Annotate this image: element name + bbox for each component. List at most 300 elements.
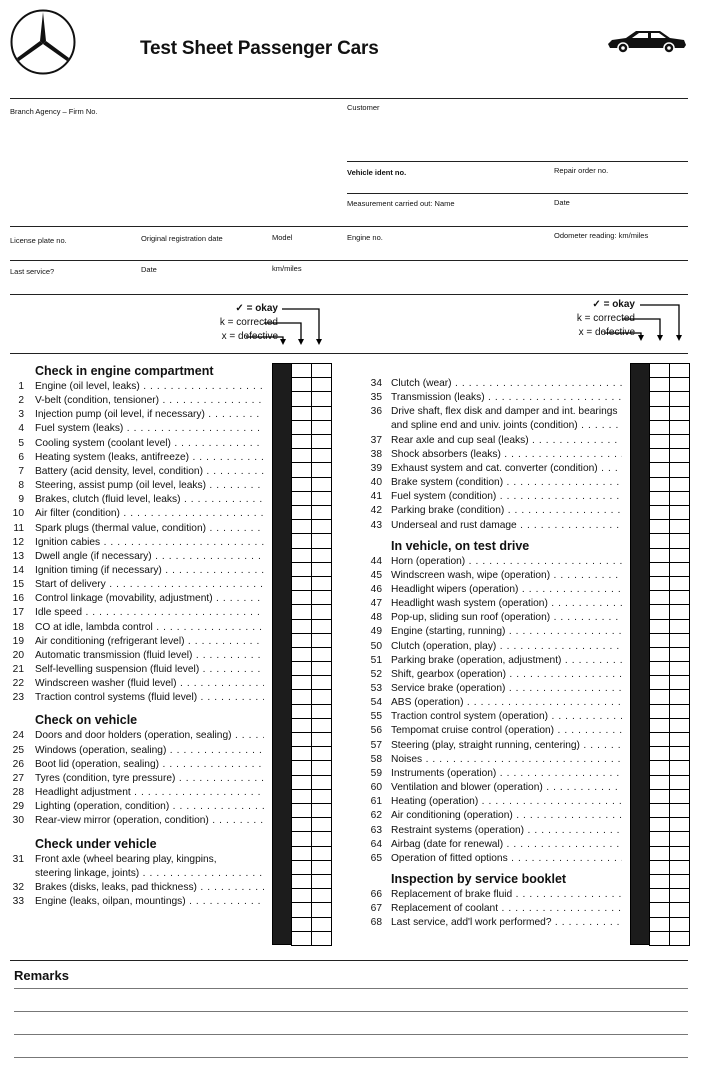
check-cell[interactable]	[669, 902, 690, 917]
item-label: Dwell angle (if necessary) . . .	[35, 550, 264, 564]
check-cell[interactable]	[649, 519, 670, 534]
check-cell[interactable]	[311, 406, 332, 421]
item-label: Rear-view mirror (operation, condition) . . .	[35, 814, 264, 828]
item-number: 8	[18, 480, 24, 492]
check-cell[interactable]	[291, 434, 312, 449]
check-cell[interactable]	[669, 860, 690, 875]
checklist-item	[4, 578, 268, 592]
check-cell[interactable]	[311, 817, 332, 832]
checklist-item	[362, 753, 626, 767]
check-cell[interactable]	[649, 363, 670, 378]
checklist-item	[4, 853, 268, 867]
item-label: Transmission (leaks) . . .	[391, 391, 622, 405]
check-cell[interactable]	[311, 562, 332, 577]
check-cell[interactable]	[649, 562, 670, 577]
check-cell[interactable]	[669, 519, 690, 534]
checklist-item	[362, 569, 626, 583]
item-number: 12	[12, 536, 24, 548]
check-cell[interactable]	[649, 391, 670, 406]
check-cell[interactable]	[291, 831, 312, 846]
item-number: 54	[370, 697, 382, 709]
check-cell[interactable]	[291, 590, 312, 605]
checklist-item	[362, 555, 626, 569]
check-cell[interactable]	[649, 846, 670, 861]
check-cell[interactable]	[311, 491, 332, 506]
check-cell[interactable]	[311, 704, 332, 719]
check-cell[interactable]	[291, 491, 312, 506]
check-cell[interactable]	[649, 789, 670, 804]
divider	[347, 161, 688, 162]
item-label: Drive shaft, flex disk and damper and int. bearings	[391, 406, 618, 418]
item-label: Brakes, clutch (fluid level, leaks) . . .	[35, 493, 264, 507]
check-cell[interactable]	[311, 604, 332, 619]
check-cell[interactable]	[311, 647, 332, 662]
check-cell[interactable]	[669, 363, 690, 378]
divider	[10, 260, 688, 261]
check-cell[interactable]	[669, 888, 690, 903]
checklist-item	[362, 809, 626, 823]
checklist-item	[4, 451, 268, 465]
check-cell[interactable]	[311, 448, 332, 463]
check-cell[interactable]	[669, 633, 690, 648]
check-cell[interactable]	[291, 704, 312, 719]
check-cell[interactable]	[291, 846, 312, 861]
check-cell[interactable]	[311, 888, 332, 903]
orig-reg-label: Original registration date	[141, 234, 223, 243]
item-number: 5	[18, 437, 24, 449]
remarks-title: Remarks	[14, 968, 69, 983]
item-label: Clutch (wear) . . .	[391, 377, 622, 391]
check-cell[interactable]	[669, 391, 690, 406]
check-cell[interactable]	[649, 661, 670, 676]
checklist-item	[362, 405, 626, 419]
check-cell[interactable]	[311, 718, 332, 733]
check-cell[interactable]	[649, 533, 670, 548]
check-cell[interactable]	[669, 491, 690, 506]
item-number: 40	[370, 477, 382, 489]
checklist-item	[4, 635, 268, 649]
check-cell[interactable]	[649, 477, 670, 492]
check-cell[interactable]	[669, 789, 690, 804]
item-label: Steering, assist pump (oil level, leaks) . . .	[35, 479, 264, 493]
check-cell[interactable]	[649, 931, 670, 946]
item-label: Headlight adjustment . . .	[35, 786, 264, 800]
check-cell[interactable]	[649, 406, 670, 421]
check-cell[interactable]	[311, 746, 332, 761]
check-cell[interactable]	[649, 874, 670, 889]
item-number: 38	[370, 448, 382, 460]
item-label: Tyres (condition, tyre pressure) . . .	[35, 772, 264, 786]
item-label: and spline end and univ. joints (condition) . . .	[391, 419, 622, 433]
check-cell[interactable]	[649, 604, 670, 619]
checklist-item	[4, 772, 268, 786]
check-cell[interactable]	[669, 604, 690, 619]
check-cell[interactable]	[649, 775, 670, 790]
item-label: Front axle (wheel bearing play, kingpins,	[35, 853, 217, 865]
checklist-item	[4, 408, 268, 422]
model-label: Model	[272, 233, 293, 242]
check-cell[interactable]	[669, 477, 690, 492]
check-cell[interactable]	[311, 661, 332, 676]
check-cell[interactable]	[291, 363, 312, 378]
check-cell[interactable]	[669, 420, 690, 435]
item-number: 27	[12, 772, 24, 784]
odometer-label: Odometer reading: km/miles	[554, 231, 649, 240]
item-number: 2	[18, 395, 24, 407]
item-label: Exhaust system and cat. converter (condition) . . .	[391, 462, 622, 476]
check-cell[interactable]	[649, 803, 670, 818]
check-cell[interactable]	[291, 604, 312, 619]
item-label: Pop-up, sliding sun roof (operation) . . .	[391, 611, 622, 625]
check-cell[interactable]	[649, 831, 670, 846]
checklist-item	[4, 437, 268, 451]
car-icon	[606, 28, 688, 54]
item-label: Heating (operation) . . .	[391, 795, 622, 809]
check-cell[interactable]	[669, 505, 690, 520]
check-cell[interactable]	[669, 590, 690, 605]
checklist-item	[362, 654, 626, 668]
check-cell[interactable]	[291, 789, 312, 804]
check-cell[interactable]	[649, 860, 670, 875]
check-cell[interactable]	[649, 576, 670, 591]
vin-label: Vehicle ident no.	[347, 168, 407, 177]
section-title: Check in engine compartment	[35, 364, 214, 378]
check-cell[interactable]	[669, 874, 690, 889]
check-cell[interactable]	[291, 377, 312, 392]
license-label: License plate no.	[10, 236, 67, 245]
checklist-item	[4, 592, 268, 606]
checklist-item	[362, 682, 626, 696]
checklist-item	[362, 583, 626, 597]
check-cell[interactable]	[649, 377, 670, 392]
check-cell[interactable]	[669, 689, 690, 704]
item-label: Airbag (date for renewal) . . .	[391, 838, 622, 852]
check-cell[interactable]	[669, 732, 690, 747]
check-cell[interactable]	[291, 661, 312, 676]
check-cell[interactable]	[291, 874, 312, 889]
check-cell[interactable]	[669, 917, 690, 932]
check-cell[interactable]	[311, 874, 332, 889]
check-cell[interactable]	[649, 675, 670, 690]
check-cell[interactable]	[291, 391, 312, 406]
item-label: Injection pump (oil level, if necessary) . . .	[35, 408, 264, 422]
check-cell[interactable]	[649, 619, 670, 634]
divider	[10, 226, 688, 227]
checklist-item	[4, 564, 268, 578]
item-number: 66	[370, 888, 382, 900]
item-label: steering linkage, joints) . . .	[35, 867, 264, 881]
checklist-item	[362, 852, 626, 866]
check-cell[interactable]	[669, 760, 690, 775]
check-cell[interactable]	[649, 548, 670, 563]
checklist-item	[4, 380, 268, 394]
item-label: Air filter (condition) . . .	[35, 507, 264, 521]
legend-defective: x = defective	[578, 327, 635, 338]
check-cell[interactable]	[669, 661, 690, 676]
check-cell[interactable]	[291, 860, 312, 875]
checklist-item	[362, 696, 626, 710]
remarks-line[interactable]	[14, 1057, 688, 1058]
item-label: Engine (leaks, oilpan, mountings) . . .	[35, 895, 264, 909]
check-cell[interactable]	[649, 718, 670, 733]
check-cell[interactable]	[291, 562, 312, 577]
item-label: Underseal and rust damage . . .	[391, 519, 622, 533]
checklist-item	[4, 479, 268, 493]
date-label-2: Date	[141, 265, 157, 274]
check-cell[interactable]	[669, 675, 690, 690]
check-cell[interactable]	[669, 846, 690, 861]
check-cell[interactable]	[311, 462, 332, 477]
last-service-label: Last service?	[10, 267, 55, 276]
item-number: 14	[12, 564, 24, 576]
checklist-item	[4, 800, 268, 814]
check-cell[interactable]	[649, 462, 670, 477]
legend-arrows-right	[598, 298, 688, 344]
check-cell[interactable]	[291, 576, 312, 591]
item-label: Fuel system (condition) . . .	[391, 490, 622, 504]
check-cell[interactable]	[649, 491, 670, 506]
check-cell[interactable]	[291, 647, 312, 662]
check-cell[interactable]	[291, 746, 312, 761]
item-number: 35	[370, 392, 382, 404]
check-cell[interactable]	[649, 434, 670, 449]
item-number: 31	[12, 853, 24, 865]
check-cell[interactable]	[649, 817, 670, 832]
item-number: 20	[12, 649, 24, 661]
check-cell[interactable]	[291, 775, 312, 790]
check-cell[interactable]	[291, 732, 312, 747]
remarks-line[interactable]	[14, 1011, 688, 1012]
checklist-item	[4, 744, 268, 758]
item-label: Instruments (operation) . . .	[391, 767, 622, 781]
checklist-item	[362, 476, 626, 490]
remarks-line[interactable]	[14, 988, 688, 989]
repair-order-label: Repair order no.	[554, 166, 609, 175]
check-cell[interactable]	[311, 477, 332, 492]
item-label: Parking brake (operation, adjustment) . . .	[391, 654, 622, 668]
check-cell[interactable]	[291, 406, 312, 421]
checklist-item	[362, 434, 626, 448]
check-cell[interactable]	[311, 775, 332, 790]
check-cell[interactable]	[669, 704, 690, 719]
check-cell[interactable]	[311, 732, 332, 747]
check-cell[interactable]	[291, 533, 312, 548]
check-cell[interactable]	[669, 548, 690, 563]
check-cell[interactable]	[291, 505, 312, 520]
check-cell[interactable]	[291, 760, 312, 775]
check-cell[interactable]	[291, 888, 312, 903]
check-cell[interactable]	[311, 619, 332, 634]
remarks-line[interactable]	[14, 1034, 688, 1035]
item-label: Start of delivery . . .	[35, 578, 264, 592]
checklist-item	[4, 786, 268, 800]
check-cell[interactable]	[669, 562, 690, 577]
check-cell[interactable]	[649, 420, 670, 435]
checklist-item	[4, 814, 268, 828]
item-label: Restraint systems (operation) . . .	[391, 824, 622, 838]
item-label: Tempomat cruise control (operation) . . .	[391, 724, 622, 738]
item-number: 50	[370, 640, 382, 652]
check-cell[interactable]	[311, 902, 332, 917]
item-label: Battery (acid density, level, condition) . . .	[35, 465, 264, 479]
check-cell[interactable]	[291, 548, 312, 563]
check-cell[interactable]	[649, 633, 670, 648]
item-number: 52	[370, 668, 382, 680]
check-cell[interactable]	[649, 689, 670, 704]
item-number: 48	[370, 612, 382, 624]
item-label: Control linkage (movability, adjustment) . . .	[35, 592, 264, 606]
checklist-item	[362, 916, 626, 930]
engine-no-label: Engine no.	[347, 233, 383, 242]
item-number: 39	[370, 462, 382, 474]
check-cell[interactable]	[311, 789, 332, 804]
check-cell[interactable]	[291, 902, 312, 917]
checklist-item	[362, 668, 626, 682]
check-cell[interactable]	[311, 917, 332, 932]
checklist-item	[362, 902, 626, 916]
check-cell[interactable]	[311, 846, 332, 861]
item-label: Lighting (operation, condition) . . .	[35, 800, 264, 814]
item-label: Cooling system (coolant level) . . .	[35, 437, 264, 451]
checklist-item	[4, 493, 268, 507]
check-cell[interactable]	[649, 590, 670, 605]
check-cell[interactable]	[311, 633, 332, 648]
check-cell[interactable]	[649, 746, 670, 761]
checklist-item	[362, 724, 626, 738]
check-cell[interactable]	[669, 817, 690, 832]
check-cell[interactable]	[669, 576, 690, 591]
check-cell[interactable]	[669, 377, 690, 392]
checklist-item	[4, 677, 268, 691]
check-cell[interactable]	[311, 860, 332, 875]
item-label: Doors and door holders (operation, sealing) . . .	[35, 729, 264, 743]
check-cell[interactable]	[669, 619, 690, 634]
item-label: Headlight wipers (operation) . . .	[391, 583, 622, 597]
item-number: 4	[18, 423, 24, 435]
item-label: ABS (operation) . . .	[391, 696, 622, 710]
check-cell[interactable]	[291, 675, 312, 690]
checklist-item	[362, 795, 626, 809]
check-cell[interactable]	[291, 477, 312, 492]
check-cell[interactable]	[649, 732, 670, 747]
check-cell[interactable]	[291, 917, 312, 932]
item-number: 3	[18, 409, 24, 421]
checklist-item	[362, 838, 626, 852]
check-cell[interactable]	[311, 533, 332, 548]
item-label: Engine (starting, running) . . .	[391, 625, 622, 639]
checklist-item	[362, 419, 626, 433]
shaded-column	[630, 363, 650, 945]
item-number: 32	[12, 881, 24, 893]
check-cell[interactable]	[669, 775, 690, 790]
check-cell[interactable]	[291, 420, 312, 435]
mercedes-star-logo	[9, 8, 77, 76]
check-cell[interactable]	[311, 434, 332, 449]
check-cell[interactable]	[669, 533, 690, 548]
check-cell[interactable]	[649, 888, 670, 903]
check-cell[interactable]	[291, 519, 312, 534]
check-cell[interactable]	[291, 633, 312, 648]
checklist-item	[362, 611, 626, 625]
checklist-item	[362, 519, 626, 533]
check-cell[interactable]	[311, 831, 332, 846]
check-cell[interactable]	[649, 505, 670, 520]
check-cell[interactable]	[311, 590, 332, 605]
check-cell[interactable]	[311, 675, 332, 690]
section-title: Inspection by service booklet	[391, 871, 567, 886]
check-cell[interactable]	[669, 462, 690, 477]
check-cell[interactable]	[311, 576, 332, 591]
section-title: Check under vehicle	[35, 836, 157, 851]
check-cell[interactable]	[649, 704, 670, 719]
check-cell[interactable]	[669, 931, 690, 946]
check-cell[interactable]	[311, 548, 332, 563]
check-cell[interactable]	[649, 448, 670, 463]
km-miles-label: km/miles	[272, 264, 302, 273]
check-cell[interactable]	[649, 902, 670, 917]
measurement-label: Measurement carried out: Name	[347, 199, 455, 208]
item-label: Shock absorbers (leaks) . . .	[391, 448, 622, 462]
check-cell[interactable]	[669, 647, 690, 662]
item-number: 13	[12, 550, 24, 562]
check-cell[interactable]	[311, 505, 332, 520]
check-cell[interactable]	[311, 519, 332, 534]
checklist-item	[4, 663, 268, 677]
check-cell[interactable]	[649, 917, 670, 932]
check-cell[interactable]	[311, 760, 332, 775]
check-cell[interactable]	[291, 718, 312, 733]
check-cell[interactable]	[291, 803, 312, 818]
item-label: Brakes (disks, leaks, pad thickness) . . .	[35, 881, 264, 895]
checklist-item	[362, 710, 626, 724]
check-cell[interactable]	[669, 831, 690, 846]
checklist-item	[4, 606, 268, 620]
check-cell[interactable]	[291, 462, 312, 477]
checklist-item	[362, 504, 626, 518]
check-cell[interactable]	[291, 817, 312, 832]
check-cell[interactable]	[311, 689, 332, 704]
check-cell[interactable]	[311, 931, 332, 946]
item-label: Ignition timing (if necessary) . . .	[35, 564, 264, 578]
check-cell[interactable]	[649, 647, 670, 662]
check-cell[interactable]	[669, 746, 690, 761]
check-cell[interactable]	[291, 689, 312, 704]
item-number: 42	[370, 505, 382, 517]
check-cell[interactable]	[291, 448, 312, 463]
check-cell[interactable]	[291, 931, 312, 946]
check-cell[interactable]	[311, 391, 332, 406]
check-cell[interactable]	[649, 760, 670, 775]
check-cell[interactable]	[311, 377, 332, 392]
check-cell[interactable]	[311, 803, 332, 818]
check-cell[interactable]	[311, 420, 332, 435]
item-number: 19	[12, 635, 24, 647]
check-cell[interactable]	[669, 406, 690, 421]
item-label: Horn (operation) . . .	[391, 555, 622, 569]
check-cell[interactable]	[669, 803, 690, 818]
check-cell[interactable]	[669, 434, 690, 449]
legend-corrected: k = corrected	[576, 313, 635, 324]
check-cell[interactable]	[311, 363, 332, 378]
check-cell[interactable]	[669, 448, 690, 463]
item-label: Operation of fitted options . . .	[391, 852, 622, 866]
item-number: 29	[12, 801, 24, 813]
item-label: CO at idle, lambda control . . .	[35, 621, 264, 635]
item-number: 9	[18, 494, 24, 506]
item-label: Traction control system (operation) . . .	[391, 710, 622, 724]
check-cell[interactable]	[669, 718, 690, 733]
check-cell[interactable]	[291, 619, 312, 634]
